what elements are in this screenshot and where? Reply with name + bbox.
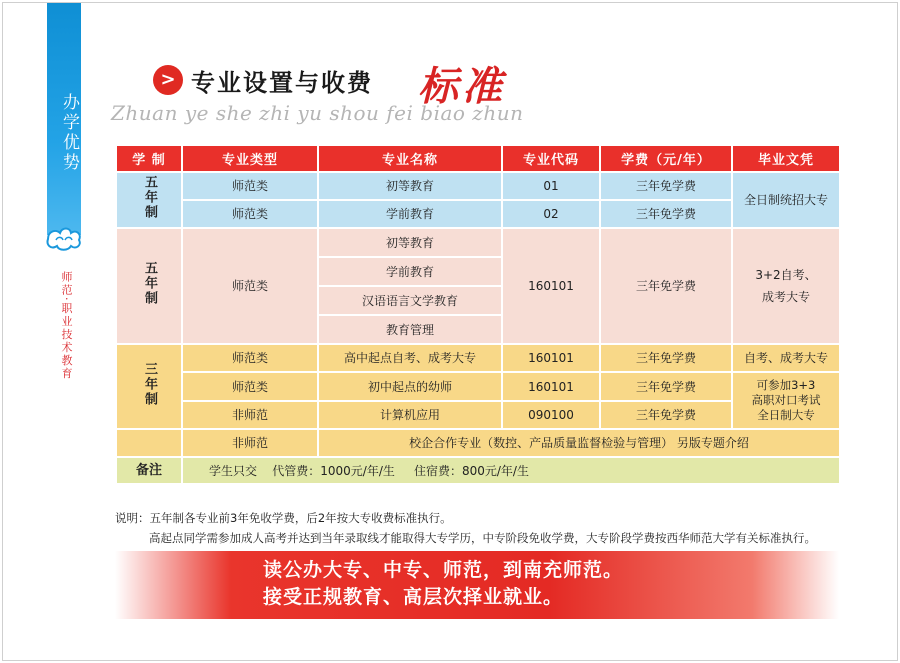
group3-diploma-line2: 高职对口考试 — [751, 393, 821, 407]
cell-type: 师范类 — [182, 344, 318, 372]
table-note-row — [116, 457, 840, 484]
sidebar-band — [47, 3, 81, 663]
page-title: 专业设置与收费 — [191, 69, 373, 97]
cell-type: 非师范 — [182, 401, 318, 429]
cell-diploma: 自考、成考大专 — [732, 344, 840, 372]
cell-name: 高中起点自考、成考大专 — [318, 344, 502, 372]
header-xuezhi: 学 制 — [116, 145, 182, 172]
cell-code: 160101 — [502, 372, 600, 401]
table-row — [116, 200, 840, 228]
table-row — [116, 172, 840, 200]
header-diploma: 毕业文凭 — [732, 145, 840, 172]
note-label: 备注 — [116, 457, 182, 484]
sidebar-blue-strip — [47, 3, 81, 235]
fee-table — [115, 144, 841, 485]
group1-diploma: 全日制统招大专 — [732, 172, 840, 228]
table-row — [116, 401, 840, 429]
table-row — [116, 429, 840, 457]
cell-fee: 三年免学费 — [600, 200, 732, 228]
cell-name: 计算机应用 — [318, 401, 502, 429]
slogan-line2: 接受正规教育、高层次择业就业。 — [263, 586, 564, 608]
page-title-block — [111, 53, 593, 133]
explanation-block — [115, 508, 816, 548]
cell-name: 初中起点的幼师 — [318, 372, 502, 401]
explanation-line2: 高起点同学需参加成人高考并达到当年录取线才能取得大专学历，中专阶段免收学费，大专阶段学费按西华师范大学有关标准执行。 — [149, 531, 816, 545]
group3-diploma-line3: 全日制大专 — [757, 408, 815, 422]
cell-name: 学前教育 — [318, 200, 502, 228]
cell-name: 初等教育 — [318, 172, 502, 200]
cell-type: 师范类 — [182, 200, 318, 228]
group2-fee: 三年免学费 — [600, 228, 732, 344]
cell-fee: 三年免学费 — [600, 172, 732, 200]
cell-code: 160101 — [502, 344, 600, 372]
cell-name: 汉语语言文学教育 — [318, 286, 502, 315]
page-title-accent: 标准 — [418, 63, 506, 110]
cell-fee: 三年免学费 — [600, 344, 732, 372]
cell-fee: 三年免学费 — [600, 372, 732, 401]
slogan-banner — [115, 551, 839, 619]
group3-diploma — [732, 372, 840, 429]
group3-xuezhi: 三年制 — [116, 344, 182, 429]
group1-xuezhi: 五年制 — [116, 172, 182, 228]
header-code: 专业代码 — [502, 145, 600, 172]
cell-code: 090100 — [502, 401, 600, 429]
group2-diploma-line2: 成考大专 — [761, 290, 810, 304]
cell-name: 初等教育 — [318, 228, 502, 257]
cell-name: 学前教育 — [318, 257, 502, 286]
slogan-line1: 读公办大专、中专、师范，到南充师范。 — [263, 559, 624, 581]
table-row — [116, 344, 840, 372]
group2-diploma — [732, 228, 840, 344]
cell-empty — [116, 429, 182, 457]
cell-name: 教育管理 — [318, 315, 502, 344]
cell-code: 01 — [502, 172, 600, 200]
cell-type: 师范类 — [182, 372, 318, 401]
group2-code: 160101 — [502, 228, 600, 344]
table-row — [116, 228, 840, 257]
sidebar-vertical-title: 办学优势 — [59, 93, 79, 173]
slogan-text — [263, 557, 623, 611]
explanation-line1: 说明：五年制各专业前3年免收学费，后2年按大专收费标准执行。 — [115, 511, 452, 525]
cell-type: 师范类 — [182, 172, 318, 200]
header-type: 专业类型 — [182, 145, 318, 172]
group3-diploma-line1: 可参加3+3 — [756, 378, 816, 392]
page-title-pinyin: Zhuan ye she zhi yu shou fei biao zhun — [111, 101, 524, 125]
page-frame — [2, 2, 898, 661]
table-header-row — [116, 145, 840, 172]
cell-coop-desc: 校企合作专业（数控、产品质量监督检验与管理） 另版专题介绍 — [318, 429, 840, 457]
cell-code: 02 — [502, 200, 600, 228]
cell-fee: 三年免学费 — [600, 401, 732, 429]
group2-type: 师范类 — [182, 228, 318, 344]
sidebar-vertical-subtitle: 师范·职业技术教育 — [60, 271, 73, 381]
header-fee: 学费（元/年） — [600, 145, 732, 172]
header-name: 专业名称 — [318, 145, 502, 172]
group2-diploma-line1: 3+2自考、 — [755, 268, 817, 282]
cell-type: 非师范 — [182, 429, 318, 457]
arrow-right-icon: > — [153, 65, 183, 95]
table-row — [116, 372, 840, 401]
cloud-ornament-icon — [46, 225, 82, 251]
note-text: 学生只交 代管费：1000元/年/生 住宿费：800元/年/生 — [182, 457, 840, 484]
group2-xuezhi: 五年制 — [116, 228, 182, 344]
